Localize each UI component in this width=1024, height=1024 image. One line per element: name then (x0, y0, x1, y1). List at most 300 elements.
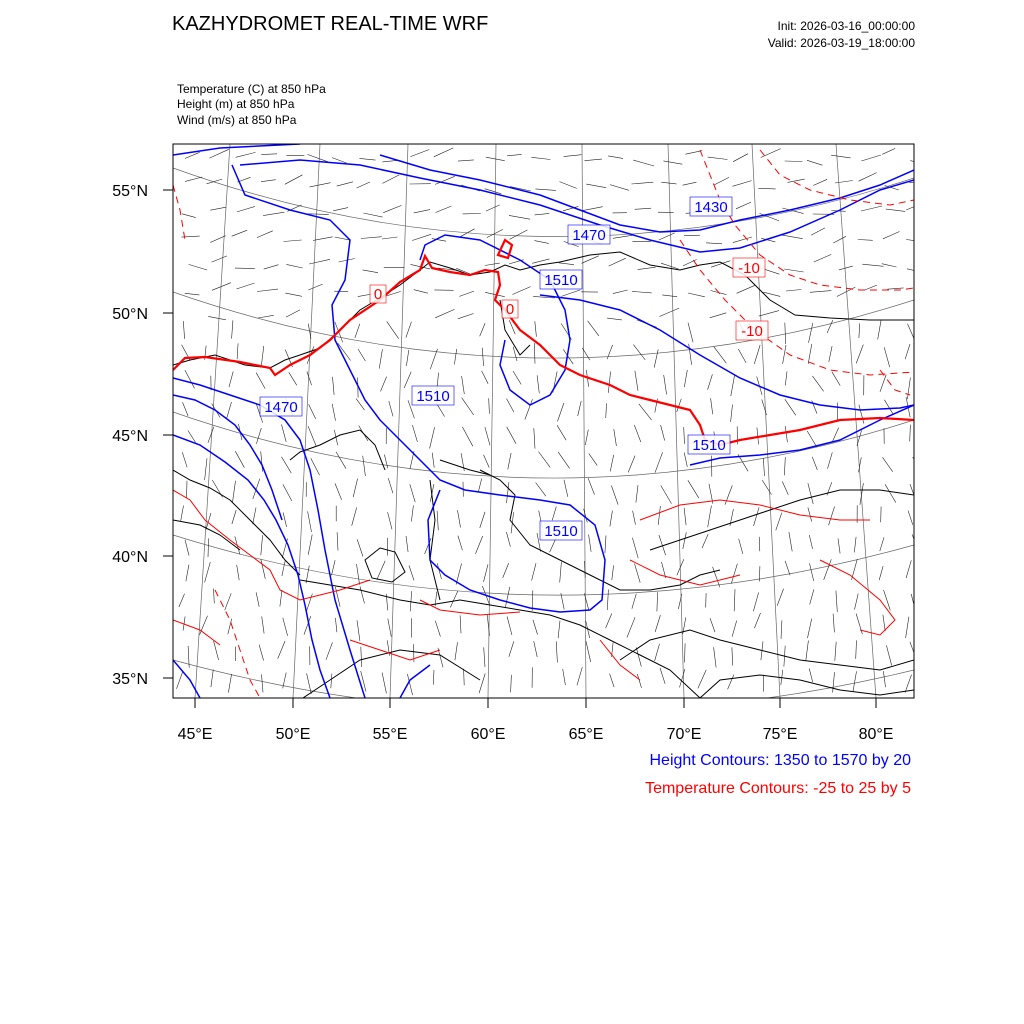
wind-barb (387, 321, 399, 338)
wind-barb (628, 456, 635, 473)
wind-barb (632, 538, 638, 559)
wind-barb (659, 308, 679, 316)
wind-barb (404, 372, 411, 388)
wind-barb (210, 207, 226, 210)
wind-barb (784, 457, 785, 475)
wind-barb (663, 161, 682, 164)
wind-barb (311, 458, 320, 475)
wind-barb (534, 343, 535, 364)
wind-barb (506, 532, 510, 547)
wind-barb (882, 264, 897, 267)
wind-barb (454, 349, 456, 365)
lon-label-75: 75°E (762, 726, 798, 743)
wind-barb (310, 183, 331, 187)
wind-barb (607, 345, 613, 359)
wind-barb (582, 256, 599, 263)
wind-barb (363, 456, 366, 476)
lon-label-50: 50°E (275, 726, 311, 743)
wind-barb (855, 594, 859, 610)
wind-barb (484, 564, 489, 582)
wind-barb (283, 618, 288, 636)
wind-barb (683, 532, 687, 549)
lat-label-40: 40°N (112, 549, 148, 566)
wind-barb (384, 455, 387, 469)
wind-barb (809, 669, 813, 683)
wind-barb (261, 559, 266, 579)
wind-barb (308, 284, 322, 290)
wind-barb (352, 507, 357, 525)
wind-barb (829, 507, 835, 526)
wind-barb (737, 285, 756, 293)
wind-barb (535, 189, 556, 191)
wind-barb (455, 642, 458, 660)
wind-barb (261, 180, 276, 182)
wind-barb (708, 374, 713, 389)
wind-barb (813, 179, 827, 185)
wind-barb (662, 295, 677, 297)
wind-barb (189, 264, 208, 270)
wind-barb (655, 644, 660, 661)
wind-barb (809, 323, 813, 343)
wind-barb (412, 234, 431, 240)
wind-barb (228, 619, 232, 635)
wind-barb (613, 290, 628, 294)
wind-barb (632, 291, 652, 293)
wind-barb (535, 213, 550, 215)
wind-barb (910, 425, 911, 442)
wind-barb (861, 206, 882, 211)
wind-barb (458, 510, 461, 527)
wind-barb (589, 454, 597, 466)
wind-barb (606, 403, 607, 418)
wind-barb (181, 506, 184, 521)
wind-barb (610, 185, 629, 191)
wind-barb (614, 429, 617, 446)
wind-barb (262, 616, 264, 633)
wind-barb (684, 508, 686, 525)
wind-barb (534, 641, 538, 657)
wind-barb (535, 321, 537, 337)
wind-barb (698, 670, 706, 689)
wind-barb (280, 590, 282, 607)
temperature-label: -10 (738, 260, 760, 277)
wind-barb (586, 184, 606, 188)
wind-barb (388, 478, 393, 493)
wind-barb (806, 641, 809, 661)
wind-barb (435, 621, 440, 637)
wind-barb (859, 173, 877, 182)
wind-barb (785, 161, 803, 162)
wind-barb (558, 403, 564, 421)
wind-barb (256, 428, 261, 444)
wind-barb (906, 617, 909, 638)
wind-barb (732, 647, 733, 665)
wind-barb (812, 457, 817, 470)
wind-barb (714, 647, 717, 667)
wind-barb (536, 483, 546, 497)
wind-barb (833, 428, 839, 442)
wind-barb (708, 157, 728, 159)
wind-barb (659, 233, 675, 240)
wind-barb (233, 481, 236, 503)
wind-barb (286, 264, 302, 268)
wind-barb (282, 425, 287, 442)
wind-barb (185, 293, 200, 295)
wind-barb (689, 344, 692, 365)
wind-barb (914, 288, 929, 295)
wind-barb (563, 669, 566, 685)
wind-barb (808, 483, 813, 504)
wind-barb (377, 561, 385, 580)
wind-barb (685, 151, 702, 155)
wind-barb (685, 643, 686, 662)
wind-barb (559, 263, 574, 265)
wind-barb (534, 428, 535, 448)
wind-barb (558, 452, 570, 469)
wind-barb (564, 155, 582, 157)
lon-label-55: 55°E (372, 726, 408, 743)
wind-barb (505, 587, 509, 607)
wind-barb (253, 508, 256, 525)
wind-barb (511, 675, 512, 692)
wind-barb (809, 535, 812, 549)
wind-barb (258, 315, 274, 318)
wind-barb (307, 594, 313, 612)
wind-barb (610, 455, 614, 472)
wind-barb (688, 293, 705, 297)
wind-barb (607, 590, 608, 610)
wind-barb (856, 640, 857, 658)
temperature-label: -10 (741, 323, 763, 340)
wind-barb (531, 157, 550, 159)
wind-barb (835, 642, 836, 661)
wind-barb (458, 314, 474, 319)
wind-barb (306, 566, 309, 584)
wind-barb (886, 645, 891, 665)
wind-barb (606, 614, 612, 629)
wind-barb (581, 207, 602, 211)
wind-barb (462, 398, 474, 415)
wind-barb (884, 347, 890, 367)
wind-barb (257, 289, 278, 291)
wind-barb (480, 512, 485, 528)
wind-barb (185, 540, 189, 556)
wind-barb (503, 563, 509, 578)
wind-barb (537, 375, 539, 393)
wind-barb (462, 376, 465, 394)
wind-barb (185, 370, 195, 388)
temperature-contour-legend: Temperature Contours: -25 to 25 by 5 (645, 780, 911, 797)
wind-barb (282, 457, 292, 473)
wind-barb (489, 398, 490, 413)
wind-barb (883, 671, 885, 687)
wind-barb (486, 157, 505, 161)
wind-barb (430, 349, 437, 369)
wind-barb (538, 452, 550, 468)
wind-barb (200, 616, 208, 635)
wind-barb (337, 532, 338, 550)
valid-time: Valid: 2026-03-19_18:00:00 (767, 36, 915, 50)
wind-barb (205, 562, 211, 583)
wind-barb (361, 647, 362, 667)
wind-barb (754, 613, 760, 628)
wind-barb (533, 620, 538, 635)
wind-barb (731, 405, 733, 422)
wind-barb (759, 537, 760, 552)
wind-barb (905, 675, 912, 693)
wind-barb (432, 453, 434, 468)
wind-barb (210, 236, 225, 243)
wind-barb (564, 480, 568, 497)
wind-barb (832, 372, 840, 386)
wind-barb (389, 401, 393, 416)
wind-barb (912, 534, 918, 549)
wind-barb (232, 320, 233, 338)
wind-barb (835, 181, 853, 184)
wind-barb (236, 283, 254, 289)
wind-barb (588, 478, 594, 494)
wind-barb (808, 344, 812, 364)
wind-barb (610, 511, 613, 527)
wind-barb (509, 215, 530, 219)
wind-barb (733, 181, 752, 187)
wind-barb (683, 182, 697, 185)
wind-barb (684, 235, 700, 236)
wind-barb (857, 430, 862, 446)
wind-barb (186, 565, 189, 582)
wind-barb (812, 376, 823, 391)
wind-barb (856, 614, 862, 635)
wind-barb (283, 484, 292, 501)
wind-barb (781, 620, 782, 638)
wind-barb (411, 505, 413, 521)
wind-barb (332, 560, 336, 575)
wind-barb (633, 160, 654, 166)
wind-barb (558, 621, 560, 639)
wind-barb (208, 538, 209, 557)
wind-barb (833, 672, 835, 692)
wind-barb (509, 641, 514, 656)
wind-barb (883, 457, 893, 471)
wind-barb (655, 452, 663, 472)
temperature-label: 0 (373, 286, 383, 303)
wind-barb (307, 372, 312, 386)
height-label: 1470 (572, 227, 606, 244)
wind-barb (588, 321, 599, 336)
wind-barb (607, 318, 622, 320)
wind-barb (207, 179, 223, 184)
wind-barb (664, 375, 667, 395)
height-label: 1510 (544, 272, 578, 289)
lat-label-50: 50°N (112, 306, 148, 323)
height-contours (173, 144, 914, 698)
wind-barb (910, 484, 916, 500)
wind-barb (435, 309, 454, 317)
lon-label-45: 45°E (177, 726, 213, 743)
wind-barb (638, 267, 656, 269)
wind-barb (710, 313, 727, 318)
wind-barb (552, 507, 556, 521)
wind-barb (476, 536, 483, 554)
wind-barb (661, 486, 672, 504)
wind-barb (560, 182, 577, 189)
wind-barb (907, 269, 927, 274)
wind-barb (484, 455, 490, 468)
wind-barb (885, 484, 896, 502)
wind-barb (363, 213, 382, 217)
wind-barb (337, 182, 353, 186)
wind-barb (383, 205, 401, 212)
wind-barb (856, 345, 863, 364)
wind-barb (613, 235, 633, 238)
wind-barb (459, 291, 474, 296)
wind-barb (227, 402, 232, 419)
wind-barb (808, 619, 812, 638)
wind-barb (763, 458, 764, 476)
wind-barb (406, 322, 412, 338)
wind-barb (557, 425, 566, 440)
wind-barb (884, 590, 891, 610)
wind-barb (608, 372, 610, 393)
wind-barb (282, 560, 285, 576)
wind-barb (458, 160, 474, 161)
wind-barb (485, 427, 490, 445)
wind-barb (356, 399, 364, 411)
wind-barb (360, 587, 365, 604)
wind-barb (578, 401, 582, 416)
wind-barb (482, 348, 483, 366)
wind-barb (232, 510, 236, 524)
wind-barb (228, 674, 231, 693)
wind-barb (635, 564, 641, 583)
wind-barb (661, 425, 665, 441)
wind-barb (406, 536, 408, 552)
wind-barb (507, 482, 509, 503)
wind-barb (458, 536, 463, 551)
wind-barb (908, 324, 917, 344)
wind-barb (854, 537, 856, 553)
wind-barb (627, 617, 635, 637)
wind-barb (911, 594, 916, 612)
wind-barb (688, 480, 699, 498)
wind-barb (853, 671, 857, 691)
axis-ticks (163, 190, 876, 708)
wind-barb (734, 589, 735, 611)
wind-barb (633, 511, 636, 525)
wind-barb (257, 231, 273, 238)
wind-barb (177, 672, 183, 689)
wind-barb (762, 400, 767, 416)
wind-barb (714, 347, 727, 364)
temperature-label: 0 (505, 301, 515, 318)
wind-barb (286, 310, 300, 317)
wind-barb (187, 481, 188, 498)
wind-barb (878, 321, 881, 340)
lon-label-65: 65°E (568, 726, 604, 743)
wind-barb (577, 667, 582, 685)
wind-barb (636, 485, 638, 503)
wind-barb (731, 564, 737, 584)
wind-barb (610, 674, 615, 687)
wind-barb (905, 344, 910, 359)
wind-barb (507, 399, 514, 413)
wind-barb (232, 230, 248, 236)
wind-barb (585, 430, 588, 445)
wind-barb (633, 345, 645, 360)
lon-label-70: 70°E (666, 726, 702, 743)
wind-barbs (177, 148, 929, 695)
wind-barb (710, 618, 715, 632)
wind-barb (308, 535, 312, 555)
wind-barb (605, 536, 606, 554)
wind-barb (414, 210, 430, 213)
wind-barb (660, 668, 665, 684)
wind-barb (485, 292, 505, 296)
wind-barb (482, 371, 489, 384)
variable-temperature: Temperature (C) at 850 hPa (177, 82, 326, 96)
wind-barb (225, 593, 232, 610)
wind-barb (561, 593, 564, 609)
wind-barb (859, 323, 860, 338)
height-label: 1510 (692, 437, 726, 454)
wind-barb (261, 346, 264, 367)
wind-barb (460, 615, 461, 633)
wind-barb (478, 479, 482, 493)
wind-barb (507, 427, 516, 444)
wind-barb (261, 451, 263, 471)
wind-barb (556, 641, 557, 662)
wind-barb (382, 673, 386, 694)
wind-barb (333, 377, 335, 395)
wind-barb (278, 641, 285, 659)
wind-barb (786, 290, 801, 292)
wind-barb (789, 532, 792, 551)
wind-barb (783, 345, 786, 364)
wind-barb (205, 458, 207, 480)
wind-barb (382, 160, 398, 162)
wind-barb (355, 324, 360, 338)
wind-barb (688, 323, 693, 343)
wind-barb (684, 370, 687, 387)
wind-barb (182, 452, 187, 467)
wind-barb (363, 270, 378, 273)
wind-barb (785, 371, 787, 385)
wind-barb (212, 256, 227, 262)
wind-barb (859, 405, 864, 424)
wind-barb (829, 346, 832, 362)
wind-barb (611, 486, 618, 505)
height-label: 1510 (416, 388, 450, 405)
wind-barb (612, 565, 614, 580)
wind-barb (462, 427, 472, 446)
wind-barb (560, 562, 562, 583)
wind-barb (880, 537, 884, 551)
wind-barb (631, 182, 653, 184)
wind-barb (331, 674, 332, 689)
wind-barb (833, 614, 834, 633)
wind-barb (657, 592, 658, 611)
wind-barb (788, 179, 805, 182)
wind-barb (882, 148, 895, 154)
wind-barb (807, 431, 817, 447)
wind-barb (632, 594, 636, 609)
wind-barb (307, 214, 329, 215)
wind-barb (436, 206, 452, 212)
wind-barb (388, 619, 392, 637)
wind-barb (357, 620, 360, 641)
wind-barb (333, 208, 348, 211)
wind-barb (754, 507, 760, 526)
